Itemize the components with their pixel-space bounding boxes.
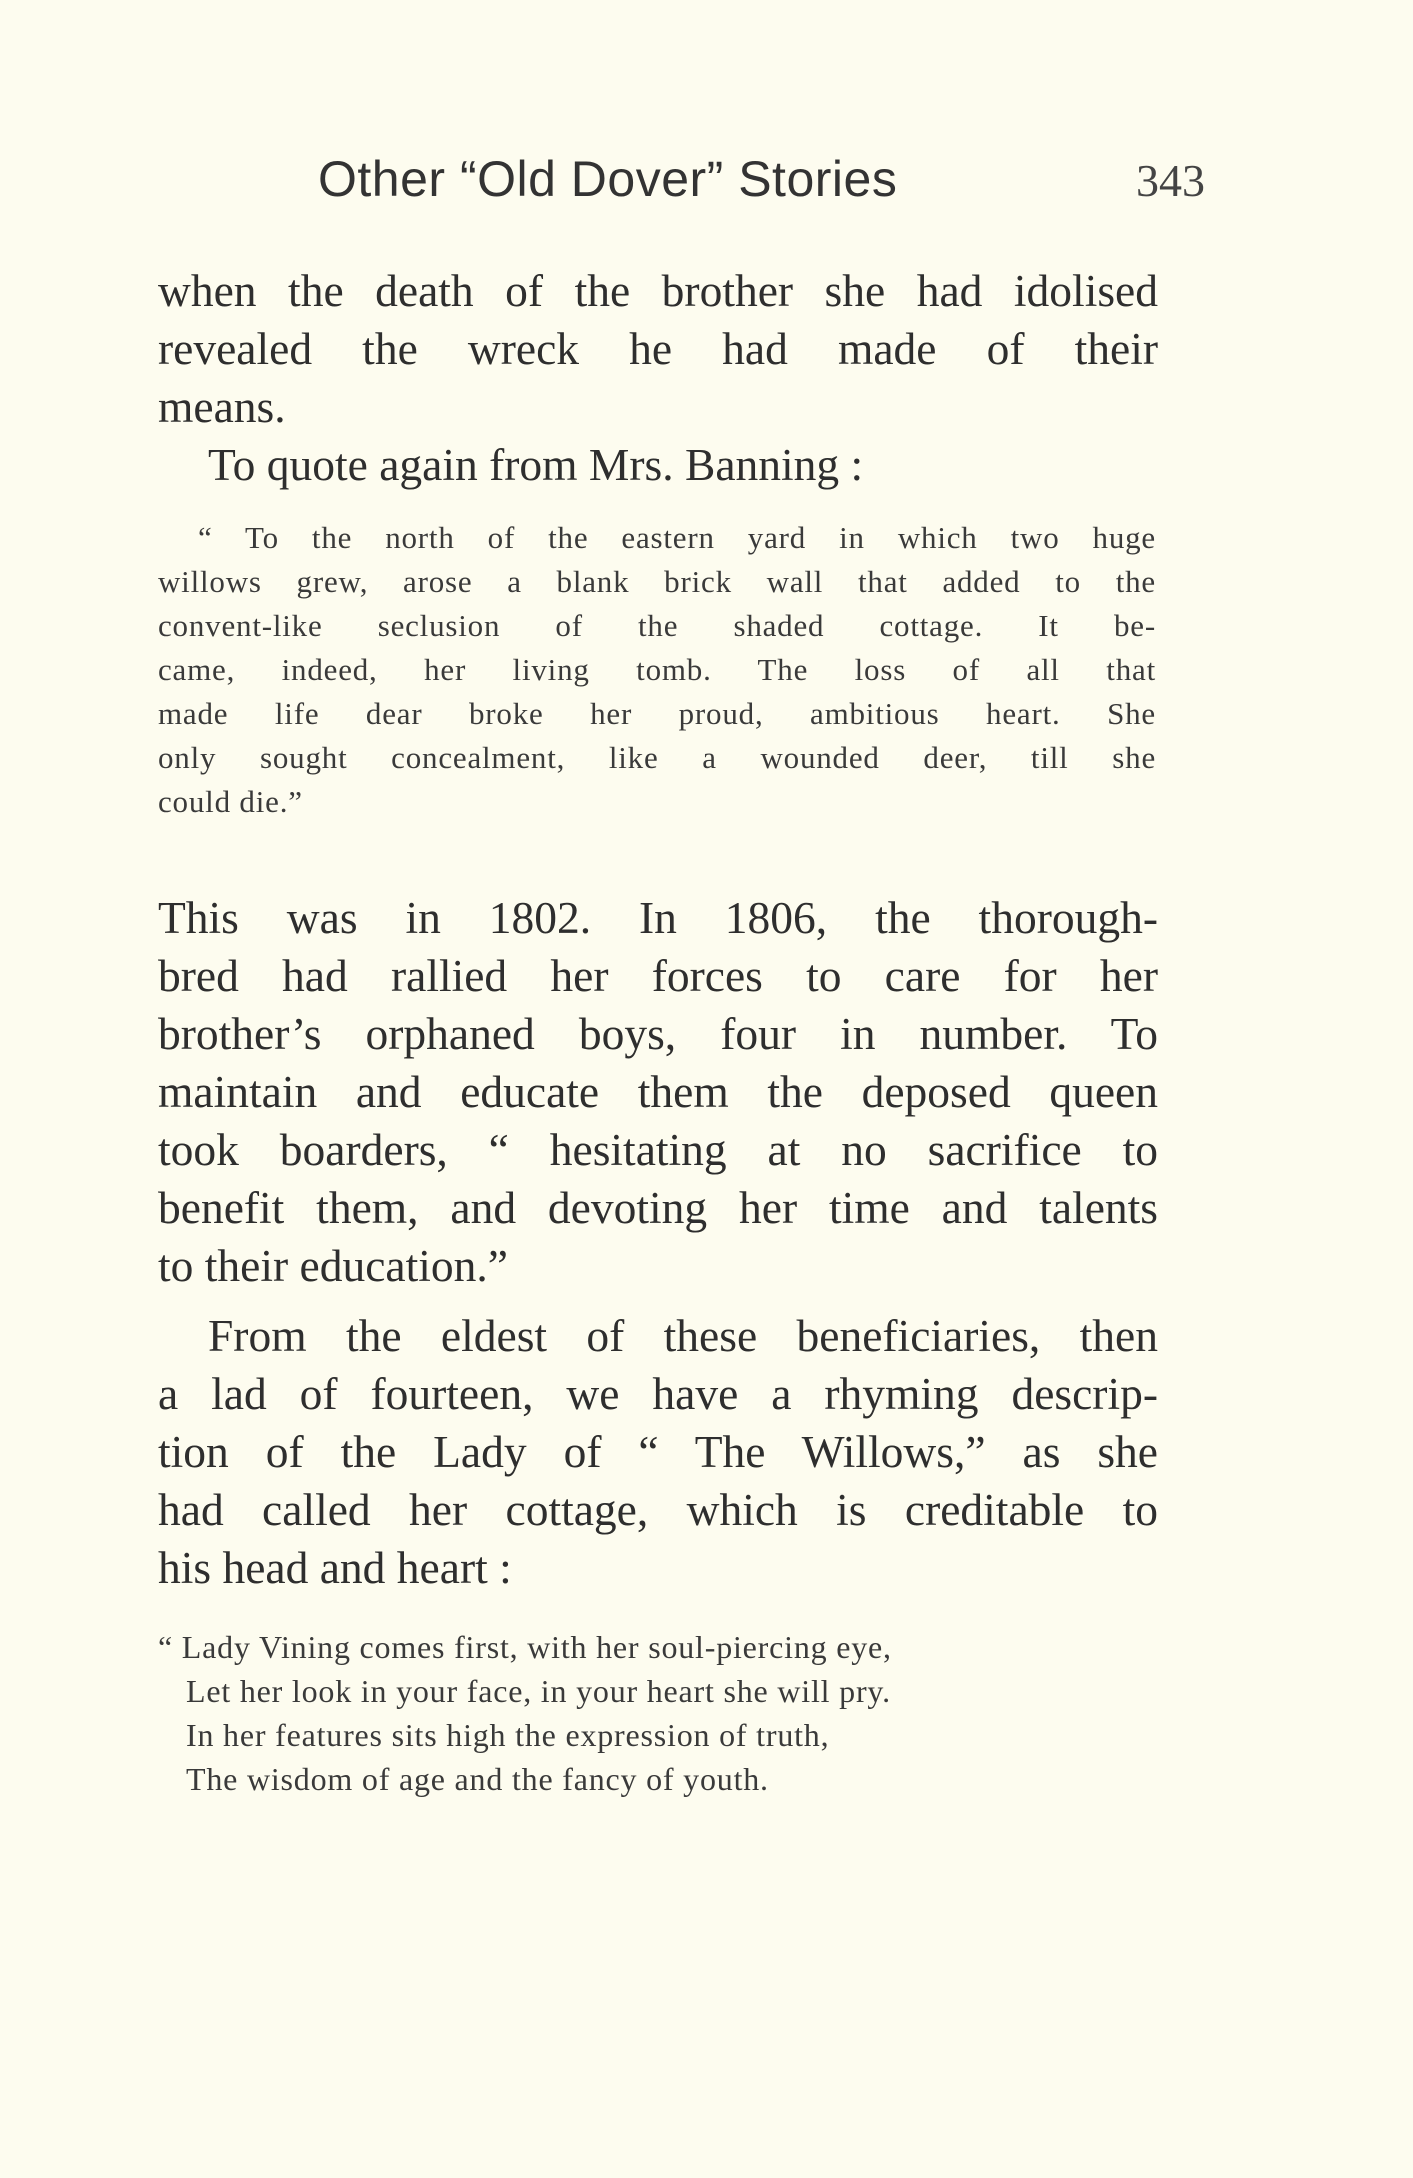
text-line: had called her cottage, which is creditable to (158, 1484, 1158, 1535)
text-line: revealed the wreck he had made of their (158, 323, 1158, 374)
text-line: tion of the Lady of “ The Willows,” as she (158, 1426, 1158, 1477)
quote-line: “ To the north of the eastern yard in which two huge (198, 520, 1156, 555)
text-line: when the death of the brother she had idolised (158, 265, 1158, 316)
verse-quote (158, 1625, 892, 1801)
paragraph-3 (158, 889, 1158, 1295)
text-line: a lad of fourteen, we have a rhyming descrip- (158, 1368, 1158, 1419)
page-header (318, 150, 1318, 220)
verse-line: The wisdom of age and the fancy of youth. (186, 1761, 769, 1797)
quote-line: only sought concealment, like a wounded deer, till she (158, 740, 1156, 775)
text-line: to their education.” (158, 1240, 508, 1291)
text-line: From the eldest of these beneficiaries, then (208, 1310, 1158, 1361)
page-number: 343 (1136, 155, 1205, 206)
quote-line: could die.” (158, 784, 303, 819)
text-line: benefit them, and devoting her time and talents (158, 1182, 1158, 1233)
text-line: To quote again from Mrs. Banning : (208, 439, 864, 490)
text-line: bred had rallied her forces to care for her (158, 950, 1158, 1001)
running-title: Other “Old Dover” Stories (318, 151, 898, 207)
quote-line: convent-like seclusion of the shaded cottage. It be- (158, 608, 1156, 643)
paragraph-2 (158, 436, 1158, 494)
verse-line: “ Lady Vining comes first, with her soul-piercing eye, (158, 1629, 892, 1665)
text-line: means. (158, 381, 286, 432)
text-line: brother’s orphaned boys, four in number. To (158, 1008, 1158, 1059)
verse-line: Let her look in your face, in your heart she will pry. (186, 1673, 891, 1709)
block-quote (158, 516, 1156, 824)
quote-line: came, indeed, her living tomb. The loss of all that (158, 652, 1156, 687)
paragraph-4 (158, 1307, 1158, 1597)
text-line: took boarders, “ hesitating at no sacrifice to (158, 1124, 1158, 1175)
text-line: maintain and educate them the deposed queen (158, 1066, 1158, 1117)
quote-line: made life dear broke her proud, ambitious heart. She (158, 696, 1156, 731)
text-line: his head and heart : (158, 1542, 512, 1593)
text-line: This was in 1802. In 1806, the thorough- (158, 892, 1158, 943)
quote-line: willows grew, arose a blank brick wall that added to the (158, 564, 1156, 599)
verse-line: In her features sits high the expression of truth, (186, 1717, 830, 1753)
paragraph-1 (158, 262, 1158, 436)
